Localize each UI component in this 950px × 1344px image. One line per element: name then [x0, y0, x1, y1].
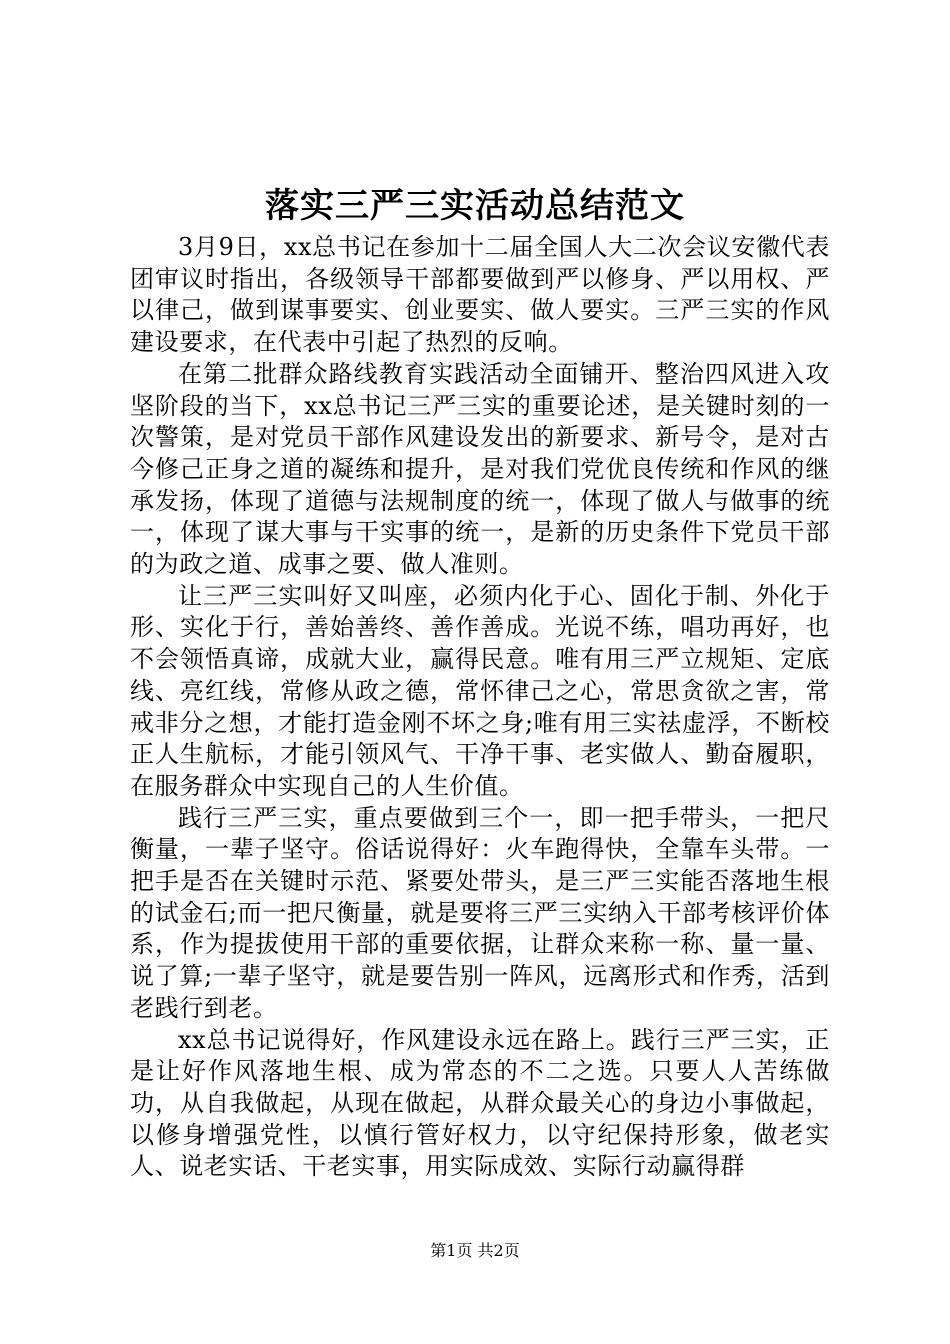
paragraph-3: 让三严三实叫好又叫座，必须内化于心、固化于制、外化于形、实化于行，善始善终、善作善成。光说不练，唱功再好，也不会领悟真谛，成就大业，赢得民意。唯有用三严立规矩、定底线、亮红线，常修从政之德，常怀律己之心，常思贪欲之害，常戒非分之想，才能打造金刚不坏之身;唯有用三实祛虚浮，不断校正人生航标，才能引领风气、干净干事、老实做人、勤奋履职，在服务群众中实现自己的人生价值。	[130, 581, 830, 800]
paragraph-1: 3月9日，xx总书记在参加十二届全国人大二次会议安徽代表团审议时指出，各级领导干部都要做到严以修身、严以用权、严以律己，做到谋事要实、创业要实、做人要实。三严三实的作风建设要求，在代表中引起了热烈的反响。	[130, 233, 830, 357]
paragraph-2: 在第二批群众路线教育实践活动全面铺开、整治四风进入攻坚阶段的当下，xx总书记三严三实的重要论述，是关键时刻的一次警策，是对党员干部作风建设发出的新要求、新号令，是对古今修己正身之道的凝练和提升，是对我们党优良传统和作风的继承发扬，体现了道德与法规制度的统一，体现了做人与做事的统一，体现了谋大事与干实事的统一，是新的历史条件下党员干部的为政之道、成事之要、做人准则。	[130, 359, 830, 579]
paragraph-4: 践行三严三实，重点要做到三个一，即一把手带头，一把尺衡量，一辈子坚守。俗话说得好：火车跑得快，全靠车头带。一把手是否在关键时示范、紧要处带头，是三严三实能否落地生根的试金石;而一把尺衡量，就是要将三严三实纳入干部考核评价体系，作为提拔使用干部的重要依据，让群众来称一称、量一量、说了算;一辈子坚守，就是要告别一阵风，远离形式和作秀，活到老践行到老。	[130, 803, 830, 1022]
paragraph-5: xx总书记说得好，作风建设永远在路上。践行三严三实，正是让好作风落地生根、成为常态的不二之选。只要人人苦练做功，从自我做起，从现在做起，从群众最关心的身边小事做起，以修身增强党性，以慎行管好权力，以守纪保持形象，做老实人、说老实话、干老实事，用实际成效、实际行动赢得群	[130, 1025, 830, 1181]
document-title: 落实三严三实活动总结范文	[265, 186, 685, 226]
page-number-footer: 第1页 共2页	[430, 1241, 520, 1260]
document-body	[130, 232, 830, 1183]
